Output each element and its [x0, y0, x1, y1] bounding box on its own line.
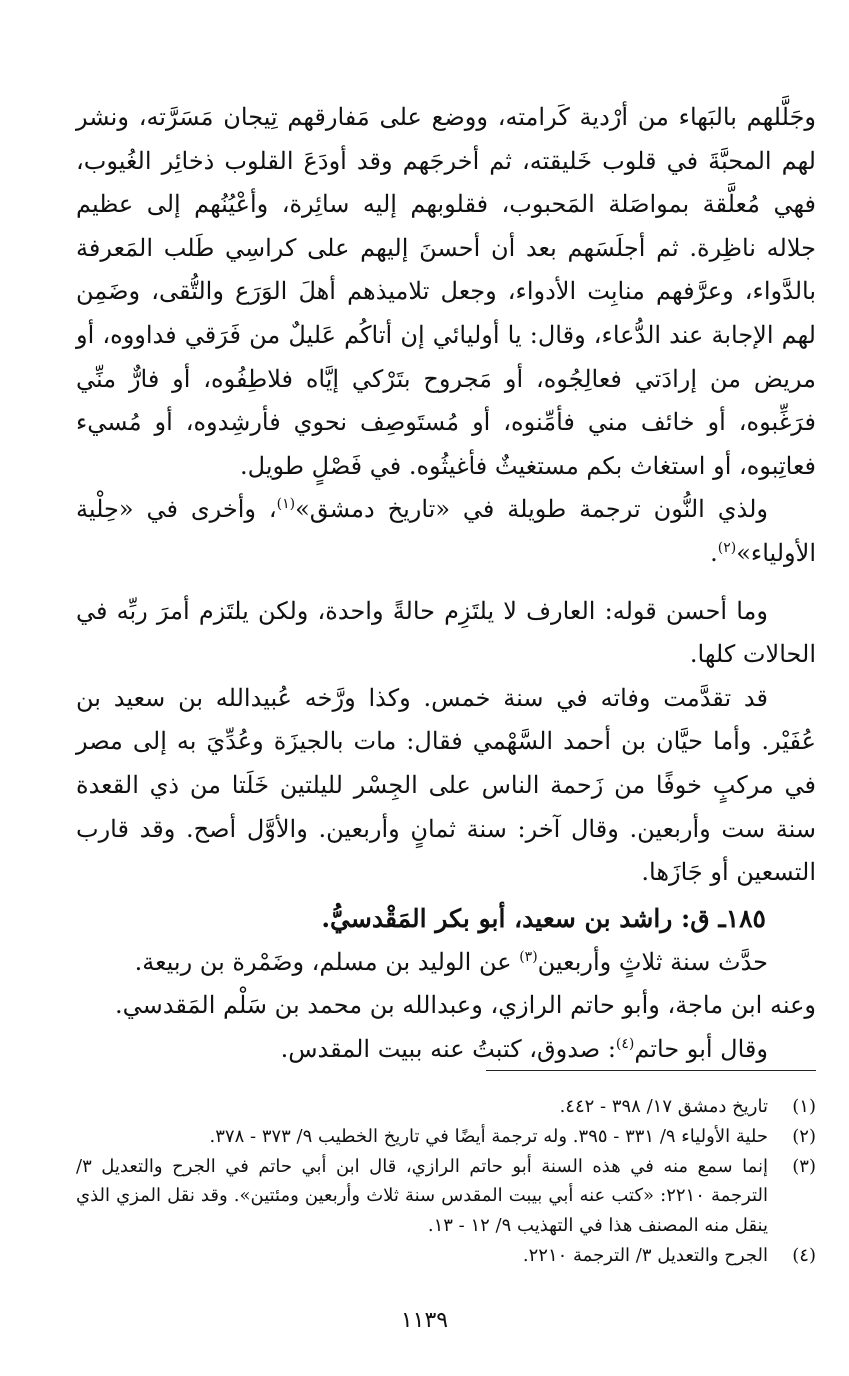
- footnote-separator: [486, 1070, 816, 1071]
- footnote-ref-1[interactable]: (١): [276, 496, 296, 513]
- entry-line-1: [76, 941, 816, 985]
- footnote-ref-4[interactable]: (٤): [615, 1035, 635, 1052]
- footnotes: [76, 1092, 816, 1271]
- main-text: [76, 96, 816, 1071]
- entry-line-3-rest: : صدوق، كتبتُ عنه ببيت المقدس.: [280, 1034, 616, 1063]
- entry-line-1-rest: عن الوليد بن مسلم، وضَمْرة بن ربيعة.: [134, 947, 520, 976]
- entry-line-3: [76, 1028, 816, 1072]
- paragraph-death: قد تقدَّمت وفاته في سنة خمس. وكذا ورَّخه عُبيدالله بن سعيد بن عُفَيْر. وأما حيَّان بن أحمد السَّهْمي فقال: مات بالجيزَة وعُدِّيَ به إلى مصر في مركبٍ خوفًا من زَحمة الناس على الجِسْر لليلتين خَلَتا من ذي القعدة سنة ست وأربعين. وقال آخر: سنة ثمانٍ وأربعين. والأوَّل أصح. وقد قارب التسعين أو جَازَها.: [76, 683, 816, 887]
- entry-line-2: وعنه ابن ماجة، وأبو حاتم الرازي، وعبدالله بن محمد بن سَلْم المَقدسي.: [115, 991, 816, 1020]
- footnote-text: تاريخ دمشق ١٧/ ٣٩٨ - ٤٤٢.: [559, 1096, 768, 1117]
- footnote-ref-3[interactable]: (٣): [519, 948, 538, 965]
- paragraph-dhun-nun: [76, 488, 816, 575]
- dhun-text-3: .: [710, 538, 718, 567]
- footnote-text: إنما سمع منه في هذه السنة أبو حاتم الرازي، قال ابن أبي حاتم في الجرح والتعديل ٣/ الترجمة ٢٢١٠: «كتب عنه أبي بيبت المقدس سنة ثلاث وأربعين ومئتين». وقد نقل المزي الذي ينقل منه المصنف هذا في التهذيب ٩/ ١٢ - ١٣.: [76, 1155, 768, 1237]
- page-number: ١١٣٩: [400, 1308, 449, 1333]
- dhun-text-1: ولذي النُّون ترجمة طويلة في «تاريخ دمشق»: [295, 495, 768, 524]
- footnote-ref-2[interactable]: (٢): [717, 539, 737, 556]
- entry-line-1-text: حدَّث سنة ثلاثٍ وأربعين: [537, 947, 768, 976]
- footnote-number: (٤): [792, 1244, 816, 1266]
- footnote-number: (١): [792, 1096, 816, 1117]
- footnote-1: [76, 1092, 816, 1122]
- paragraph-sermon: وجَلَّلهم بالبَهاء من أرْدية كَرامته، ووضع على مَفارقهم تِيجان مَسَرَّته، ونشر لهم المحبَّةَ في قلوب خَليقته، ثم أخرجَهم وقد أودَعَ القلوب ذخائِر الغُيوب، فهي مُعلَّقة بمواصَلة المَحبوب، فقلوبهم إليه سائِرة، وأعْيُنُهم إلى عظيم جلاله ناظِرة. ثم أجلَسَهم بعد أن أحسنَ إليهم على كراسِي طَلب المَعرفة بالدَّواء، وعرَّفهم منابِت الأدواء، وجعل تلاميذهم أهلَ الوَرَع والتُّقى، وضَمِن لهم الإجابة عند الدُّعاء، وقال: يا أوليائي إن أتاكُم عَليلٌ من فَرَقي فداووه، أو مريض من إرادَتي فعالِجُوه، أو مَجروح بتَرْكي إيَّاه فلاطِفُوه، أو فارٌّ منِّي فرَغِّبوه، أو خائف مني فأمِّنوه، أو مُستَوصِف نحوي فأرشِدوه، أو مُسيء فعاتِبوه، أو استغاث بكم مستغيثٌ فأغيثُوه. في فَصْلٍ طويل.: [76, 103, 817, 480]
- footnote-2: [76, 1122, 816, 1152]
- footnote-number: (٣): [792, 1155, 816, 1177]
- footnote-4: [76, 1241, 816, 1271]
- footnote-3: [76, 1152, 816, 1241]
- dhun-text-2: ، وأخرى في «حِلْية الأولياء»: [76, 495, 816, 567]
- paragraph-saying: وما أحسن قوله: العارف لا يلتَزِم حالةً واحدة، ولكن يلتَزم أمرَ ربِّه في الحالات كلها.: [76, 596, 816, 669]
- footnote-number: (٢): [792, 1125, 816, 1147]
- entry-line-3-text: وقال أبو حاتم: [634, 1034, 768, 1063]
- entry-heading: ١٨٥ـ ق: راشد بن سعيد، أبو بكر المَقْدسيُّ.: [321, 903, 766, 933]
- footnote-text: الجرح والتعديل ٣/ الترجمة ٢٢١٠.: [522, 1244, 768, 1266]
- footnote-text: حلية الأولياء ٩/ ٣٣١ - ٣٩٥. وله ترجمة أيضًا في تاريخ الخطيب ٩/ ٣٧٣ - ٣٧٨.: [209, 1125, 768, 1147]
